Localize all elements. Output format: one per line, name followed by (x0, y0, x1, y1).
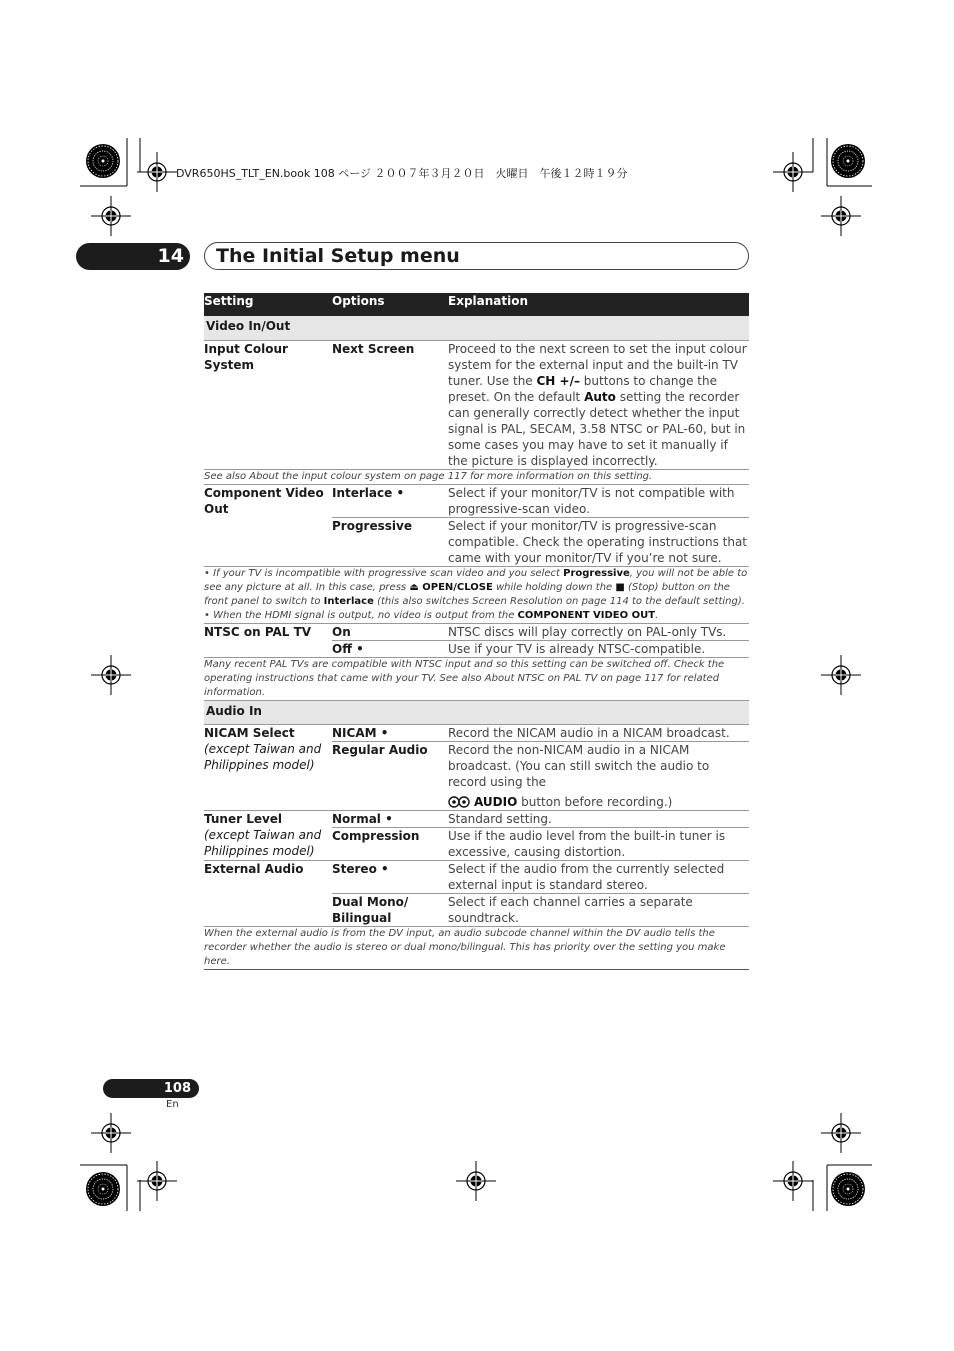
sunburst-icon (86, 144, 120, 178)
header-options: Options (332, 293, 448, 316)
option-dual-mono: Dual Mono/ Bilingual (332, 893, 448, 926)
registration-mark-icon (821, 1113, 861, 1153)
table-row (204, 623, 749, 640)
registration-mark-icon (91, 196, 131, 236)
audio-button-icon (448, 796, 470, 808)
explanation-dual-mono: Select if each channel carries a separate soundtrack. (448, 893, 749, 926)
sunburst-icon (831, 1172, 865, 1206)
explanation-progressive: Select if your monitor/TV is progressive-scan compatible. Check the operating instructions that came with your monitor/TV if you’re not sure. (448, 518, 747, 565)
explanation-nicam: Record the NICAM audio in a NICAM broadcast. (448, 725, 730, 740)
table-note (204, 566, 749, 623)
setup-table (204, 293, 749, 970)
table-row (204, 340, 749, 469)
explanation-regular-audio: Record the non-NICAM audio in a NICAM broadcast. (You can still switch the audio to record using the AUDIO button before recording.) (448, 741, 749, 810)
registration-mark-icon (773, 152, 813, 192)
explanation-on: NTSC discs will play correctly on PAL-only TVs. (448, 623, 749, 640)
registration-mark-icon (137, 152, 177, 192)
table-note: When the external audio is from the DV input, an audio subcode channel within the DV audio tells the recorder whether the audio is stereo or dual mono/bilingual. This has priority over the setting you make here. (204, 926, 749, 969)
option-off: Off • (332, 640, 448, 657)
setting-nicam-select: NICAM Select (except Taiwan and Philippines model) (204, 725, 322, 772)
table-row (204, 810, 749, 827)
option-compression: Compression (332, 827, 448, 860)
registration-mark-icon (137, 1161, 177, 1201)
option-regular-audio: Regular Audio (332, 741, 448, 810)
table-note: See also About the input colour system on page 117 for more information on this setting. (204, 469, 749, 484)
table-note: Many recent PAL TVs are compatible with NTSC input and so this setting can be switched off. Check the operating instructions that came with your TV. See also About NTSC on PAL TV on page 117 for related information. (204, 657, 749, 700)
option-normal: Normal • (332, 810, 448, 827)
registration-mark-icon (91, 1113, 131, 1153)
section-video: Video In/Out (204, 316, 749, 340)
option-next-screen: Next Screen (332, 341, 415, 356)
chapter-number: 14 (76, 243, 190, 270)
chapter-title: The Initial Setup menu (204, 242, 749, 270)
explanation-off: Use if your TV is already NTSC-compatible. (448, 640, 749, 657)
header-explanation: Explanation (448, 293, 749, 316)
book-info: DVR650HS_TLT_EN.book 108 ページ ２００７年３月２０日 火曜日 午後１２時１９分 (176, 167, 628, 180)
explanation-compression: Use if the audio level from the built-in tuner is excessive, causing distortion. (448, 827, 749, 860)
sunburst-icon (831, 144, 865, 178)
table-row (204, 860, 749, 893)
table-row (204, 724, 749, 741)
explanation-stereo: Select if the audio from the currently selected external input is standard stereo. (448, 860, 749, 893)
setting-component-video: Component Video Out (204, 484, 332, 566)
setting-external-audio: External Audio (204, 860, 332, 926)
sunburst-icon (86, 1172, 120, 1206)
setting-input-colour: Input Colour System (204, 341, 288, 372)
explanation-normal: Standard setting. (448, 810, 749, 827)
registration-mark-icon (773, 1161, 813, 1201)
setting-ntsc-on-pal: NTSC on PAL TV (204, 623, 332, 657)
table-header (204, 293, 749, 316)
registration-mark-icon (821, 196, 861, 236)
component-notes: • If your TV is incompatible with progressive scan video and you select Progressive, you will not be able to see any picture at all. In this case, press ⏏ OPEN/CLOSE while holding down the ■ (Stop) button on the front panel to switch to Interlace (this also switches Screen Resolution on page 114 to the default setting). • When the HDMI signal is output, no video is output from the COMPONENT VIDEO OUT. (204, 566, 749, 623)
option-on: On (332, 623, 448, 640)
page-language: En (166, 1099, 179, 1110)
setting-tuner-level: Tuner Level (except Taiwan and Philippines model) (204, 810, 332, 860)
registration-mark-icon (821, 655, 861, 695)
option-progressive: Progressive (332, 517, 448, 566)
explanation-input-colour: Proceed to the next screen to set the input colour system for the external input and the built-in TV tuner. Use the CH +/– buttons to change the preset. On the default Auto setting the recorder can generally correctly detect whether the input signal is PAL, SECAM, 3.58 NTSC or PAL-60, but in some cases you may have to set it manually if the picture is displayed incorrectly. (448, 341, 747, 468)
option-stereo: Stereo • (332, 860, 448, 893)
option-nicam: NICAM • (332, 725, 389, 740)
page-number: 108 (103, 1079, 199, 1098)
registration-mark-icon (91, 655, 131, 695)
registration-mark-icon (456, 1161, 496, 1201)
option-interlace: Interlace • (332, 484, 448, 517)
header-setting: Setting (204, 293, 332, 316)
section-audio: Audio In (204, 700, 749, 724)
table-row (204, 484, 749, 517)
explanation-interlace: Select if your monitor/TV is not compatible with progressive-scan video. (448, 484, 749, 517)
